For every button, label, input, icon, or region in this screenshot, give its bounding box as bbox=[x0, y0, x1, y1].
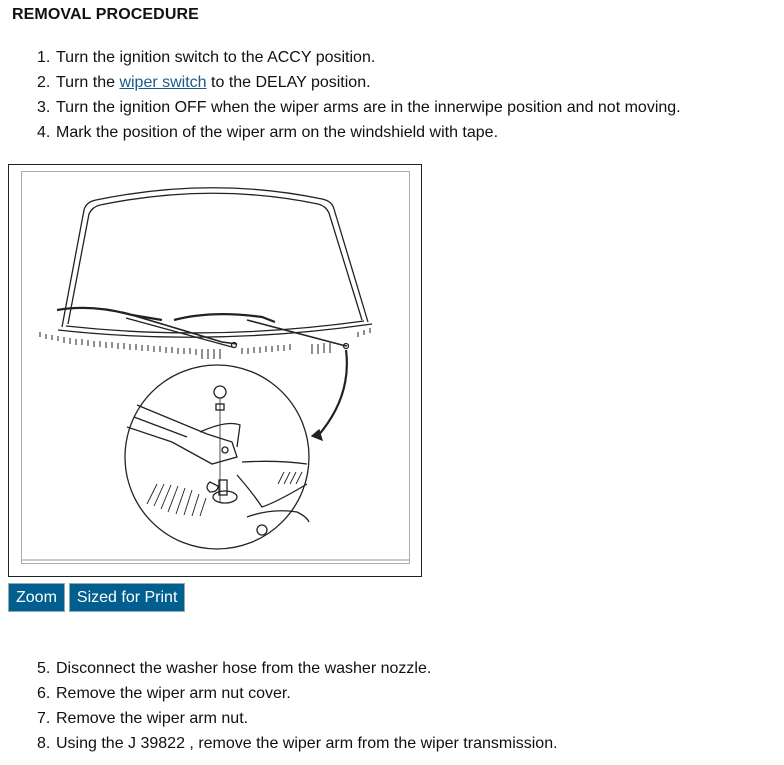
page-title: REMOVAL PROCEDURE bbox=[12, 6, 199, 23]
figure-buttons bbox=[8, 583, 185, 612]
step-item bbox=[0, 45, 376, 70]
step-number: 6. bbox=[37, 685, 51, 702]
wiper-arm-illustration bbox=[21, 171, 410, 564]
step-number: 8. bbox=[37, 735, 51, 752]
step-item bbox=[0, 95, 681, 120]
step-number: 2. bbox=[37, 74, 51, 91]
step-item bbox=[0, 681, 291, 706]
step-text-pre: Turn the bbox=[56, 74, 120, 91]
removal-steps-list-continued bbox=[0, 656, 558, 756]
step-text bbox=[56, 70, 371, 95]
step-item bbox=[0, 731, 558, 756]
removal-steps-list bbox=[0, 45, 681, 145]
step-text: Turn the ignition switch to the ACCY position. bbox=[56, 49, 376, 66]
sized-for-print-button[interactable]: Sized for Print bbox=[69, 583, 185, 612]
windshield-wiper-illustration-icon bbox=[22, 172, 409, 563]
step-text: Remove the wiper arm nut. bbox=[56, 710, 249, 727]
step-item bbox=[0, 706, 249, 731]
figure-frame bbox=[8, 164, 422, 577]
step-text: Turn the ignition OFF when the wiper arms are in the innerwipe position and not moving. bbox=[56, 99, 681, 116]
step-item bbox=[0, 70, 371, 95]
step-number: 3. bbox=[37, 99, 51, 116]
wiper-switch-link[interactable]: wiper switch bbox=[119, 74, 207, 91]
step-text: Mark the position of the wiper arm on the windshield with tape. bbox=[56, 124, 499, 141]
step-item bbox=[0, 656, 432, 681]
step-text: Using the J 39822 , remove the wiper arm from the wiper transmission. bbox=[56, 735, 558, 752]
step-number: 5. bbox=[37, 660, 51, 677]
step-text-post: to the DELAY position. bbox=[206, 74, 371, 91]
step-item bbox=[0, 120, 499, 145]
step-number: 4. bbox=[37, 124, 51, 141]
zoom-button[interactable]: Zoom bbox=[8, 583, 65, 612]
step-number: 1. bbox=[37, 49, 51, 66]
step-number: 7. bbox=[37, 710, 51, 727]
step-text: Disconnect the washer hose from the washer nozzle. bbox=[56, 660, 432, 677]
step-text: Remove the wiper arm nut cover. bbox=[56, 685, 291, 702]
